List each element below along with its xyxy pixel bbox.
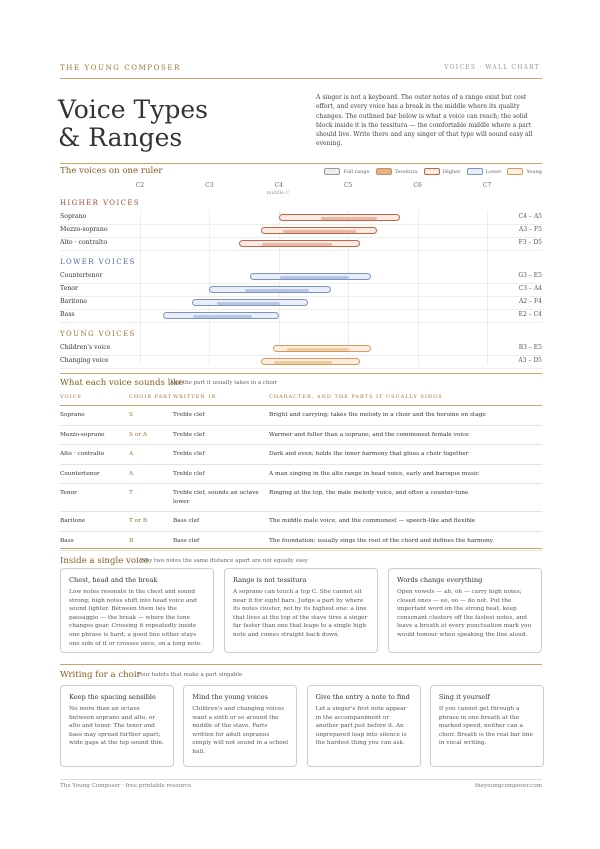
ruler-heading: The voices on one ruler xyxy=(60,166,163,176)
tessitura-bar xyxy=(280,276,349,279)
character-cell: Bright and carrying; takes the melody in a choir and the heroine on stage xyxy=(269,406,542,426)
range-bar xyxy=(250,273,371,280)
choir-heading: Writing for a choir xyxy=(60,670,141,680)
sounds-heading: What each voice sounds like xyxy=(60,378,184,388)
voice-row-divider xyxy=(60,224,542,225)
voice-cell: Alto · contralto xyxy=(60,445,129,465)
footer-right: theyoungcomposer.com xyxy=(474,783,542,789)
info-card xyxy=(60,685,174,767)
voice-row-name: Tenor xyxy=(60,285,78,292)
card-body: If you cannot get through a phrase in one breath at the marked speed, neither can a choir. Breath is the real bar line in vocal writing. xyxy=(438,706,533,747)
written-in-cell: Treble clef xyxy=(173,464,269,484)
card-body: Let a singer's first note appear in the accompaniment or another part just before it. An unprepared leap into silence is the hardest thing you can ask. xyxy=(315,706,407,747)
voice-row-name: Soprano xyxy=(60,213,87,220)
voice-row-divider xyxy=(60,355,542,356)
table-row xyxy=(60,425,542,445)
voice-table xyxy=(60,392,542,551)
choir-part-cell: A xyxy=(129,464,173,484)
card-body: A soprano can touch a top C. She cannot sit near it for eight bars. Judge a part by where its notes cluster, not by its highest one: a line that lives at the top of the stave tires a singer far faster than one that leaps to a single high note and comes straight back down. xyxy=(233,589,368,638)
octave-label: C7 xyxy=(482,182,492,189)
voice-row-range: E2 – C4 xyxy=(518,311,542,318)
legend-label: Tessitura xyxy=(394,169,418,175)
voice-row-name: Alto · contralto xyxy=(60,239,108,246)
voice-row-name: Changing voice xyxy=(60,357,109,364)
voice-cell: Tenor xyxy=(60,484,129,512)
character-cell: The middle male voice, and the commonest — speech-like and flexible xyxy=(269,512,542,532)
info-card xyxy=(388,568,542,653)
voice-row-range: A2 – F4 xyxy=(519,298,542,305)
voice-cell: Mezzo-soprano xyxy=(60,425,129,445)
info-card xyxy=(224,568,378,653)
single-voice-subheading: Why two notes the same distance apart are not equally easy xyxy=(140,558,309,564)
written-in-cell: Bass clef xyxy=(173,512,269,532)
written-in-cell: Treble clef xyxy=(173,445,269,465)
legend-label: Lower xyxy=(485,169,502,175)
voice-row-divider xyxy=(60,283,542,284)
octave-label: C5 xyxy=(343,182,353,189)
card-body: No more than an octave between soprano and alto, or alto and tenor. The tenor and bass may spread further apart; wide gaps at the top sound thin. xyxy=(69,706,164,747)
voice-row-range: A3 – F5 xyxy=(519,226,542,233)
legend-label: Higher xyxy=(442,169,461,175)
group-label: HIGHER VOICES xyxy=(60,199,141,207)
voice-cell: Bass xyxy=(60,531,129,551)
legend-label: Young xyxy=(526,169,542,175)
info-card xyxy=(430,685,544,767)
choir-part-cell: S xyxy=(129,406,173,426)
choir-part-cell: A xyxy=(129,445,173,465)
range-bar xyxy=(261,227,377,234)
info-card xyxy=(60,568,214,653)
character-cell: Warmer and fuller than a soprano, and the commonest female voice xyxy=(269,425,542,445)
voice-row-divider xyxy=(60,250,542,251)
tessitura-bar xyxy=(287,348,349,351)
choir-part-cell: S or A xyxy=(129,425,173,445)
tessitura-bar xyxy=(193,315,252,318)
col-written-in: WRITTEN IN xyxy=(173,392,269,406)
voice-ruler xyxy=(0,0,600,370)
range-bar xyxy=(273,345,371,352)
col-character: CHARACTER, AND THE PARTS IT USUALLY SINGS xyxy=(269,392,542,406)
intro-paragraph: A singer is not a keyboard. The outer notes of a range exist but cost effort, and every voice has a break in the middle where its quality changes. The outlined bar below is what a voice can reach; the solid block inside it is the tessitura — the comfortable middle where a part should live. Write there and any singer of that type will sound easy all evening. xyxy=(316,94,533,148)
range-bar xyxy=(261,358,360,365)
voice-cell: Countertenor xyxy=(60,464,129,484)
sounds-top-rule xyxy=(60,373,542,374)
sounds-subheading: And the part it usually takes in a choir xyxy=(170,380,278,386)
voice-cell: Baritone xyxy=(60,512,129,532)
written-in-cell: Treble clef xyxy=(173,406,269,426)
table-row xyxy=(60,512,542,532)
voice-row-name: Baritone xyxy=(60,298,88,305)
voice-row-range: C4 – A5 xyxy=(518,213,542,220)
col-choir-part: CHOIR PART xyxy=(129,392,173,406)
tessitura-bar xyxy=(321,217,377,220)
group-label: LOWER VOICES xyxy=(60,258,136,266)
brand-name: THE YOUNG COMPOSER xyxy=(60,64,181,72)
voice-row-divider xyxy=(60,296,542,297)
character-cell: A man singing in the alto range in head voice, early and baroque music xyxy=(269,464,542,484)
voice-row-divider xyxy=(60,368,542,369)
card-body: Children's and changing voices want a sixth or so around the middle of the stave. Parts written for adult sopranos simply will not sound in a school hall. xyxy=(192,706,289,755)
tessitura-bar xyxy=(274,361,332,364)
tessitura-bar xyxy=(245,289,309,292)
choir-part-cell: B xyxy=(129,531,173,551)
octave-label: C2 xyxy=(135,182,145,189)
voice-row-range: B3 – E5 xyxy=(518,344,542,351)
card-title: Words change everything xyxy=(397,576,483,584)
octave-gridline xyxy=(418,210,419,365)
card-title: Sing it yourself xyxy=(438,693,490,701)
choir-subheading: Four habits that make a part singable xyxy=(137,672,243,678)
card-title: Range is not tessitura xyxy=(233,576,307,584)
voice-row-divider xyxy=(60,309,542,310)
written-in-cell: Bass clef xyxy=(173,531,269,551)
character-cell: Ringing at the top, the male melody voice, and often a counter-tune xyxy=(269,484,542,512)
table-row xyxy=(60,406,542,426)
range-bar xyxy=(279,214,400,221)
tessitura-bar xyxy=(262,243,331,246)
title-line-1: Voice Types xyxy=(58,95,208,124)
single-voice-heading: Inside a single voice xyxy=(60,556,149,566)
voice-row-divider xyxy=(60,237,542,238)
range-bar xyxy=(163,312,279,319)
voice-row-range: A3 – D5 xyxy=(518,357,542,364)
voice-table-header xyxy=(60,392,542,406)
table-row xyxy=(60,445,542,465)
info-card xyxy=(307,685,421,767)
range-bar xyxy=(192,299,308,306)
choir-top-rule xyxy=(60,664,542,665)
chart-label: VOICES · WALL CHART xyxy=(444,64,540,71)
range-bar xyxy=(239,240,360,247)
card-title: Mind the young voices xyxy=(192,693,268,701)
octave-gridline xyxy=(140,210,141,365)
octave-label: C4 xyxy=(274,182,283,189)
voice-cell: Soprano xyxy=(60,406,129,426)
voice-row-divider xyxy=(60,322,542,323)
octave-label: C6 xyxy=(413,182,422,189)
tessitura-bar xyxy=(283,230,356,233)
table-row xyxy=(60,484,542,512)
written-in-cell: Treble clef xyxy=(173,425,269,445)
voice-row-name: Children's voice xyxy=(60,344,111,351)
title-line-2: & Ranges xyxy=(58,123,183,152)
written-in-cell: Treble clef, sounds an octave lower xyxy=(173,484,269,512)
voice-row-name: Mezzo-soprano xyxy=(60,226,108,233)
octave-label: C3 xyxy=(205,182,214,189)
legend-label: Full range xyxy=(343,169,370,175)
voice-row-range: G3 – E5 xyxy=(518,272,542,279)
footer-rule xyxy=(60,779,542,780)
col-voice: VOICE xyxy=(60,392,129,406)
card-title: Keep the spacing sensible xyxy=(69,693,156,701)
middle-c-note: middle C xyxy=(266,190,290,196)
voice-row-range: C3 – A4 xyxy=(518,285,542,292)
choir-part-cell: T xyxy=(129,484,173,512)
single-voice-top-rule xyxy=(60,548,542,549)
footer-left: The Young Composer · free printable resource xyxy=(60,783,192,789)
card-body: Open vowels — ah, oh — carry high notes; closed ones — ee, oo — do not. Put the important word on the strong beat, keep consonant clusters off the fastest notes, and leave a breath at every punctuation mark you would honour when speaking the line aloud. xyxy=(397,589,532,638)
card-body: Low notes resonate in the chest and sound strong; high notes shift into head voice and sound lighter. Between them lies the passaggio — the break — where the tone changes gear. Crossing it repeatedly inside one phrase is hard; a good line either stays one side of it or crosses once, on a long note. xyxy=(69,589,203,647)
character-cell: The foundation; usually sings the root of the chord and defines the harmony xyxy=(269,531,542,551)
range-bar xyxy=(209,286,330,293)
group-label: YOUNG VOICES xyxy=(60,330,136,338)
choir-part-cell: T or B xyxy=(129,512,173,532)
character-cell: Dark and even; holds the inner harmony that glues a choir together xyxy=(269,445,542,465)
voice-row-name: Countertenor xyxy=(60,272,103,279)
card-title: Chest, head and the break xyxy=(69,576,158,584)
voice-row-range: F3 – D5 xyxy=(518,239,542,246)
info-card xyxy=(183,685,297,767)
card-title: Give the entry a note to find xyxy=(315,693,410,701)
tessitura-bar xyxy=(217,302,279,305)
table-row xyxy=(60,464,542,484)
voice-row-name: Bass xyxy=(60,311,75,318)
